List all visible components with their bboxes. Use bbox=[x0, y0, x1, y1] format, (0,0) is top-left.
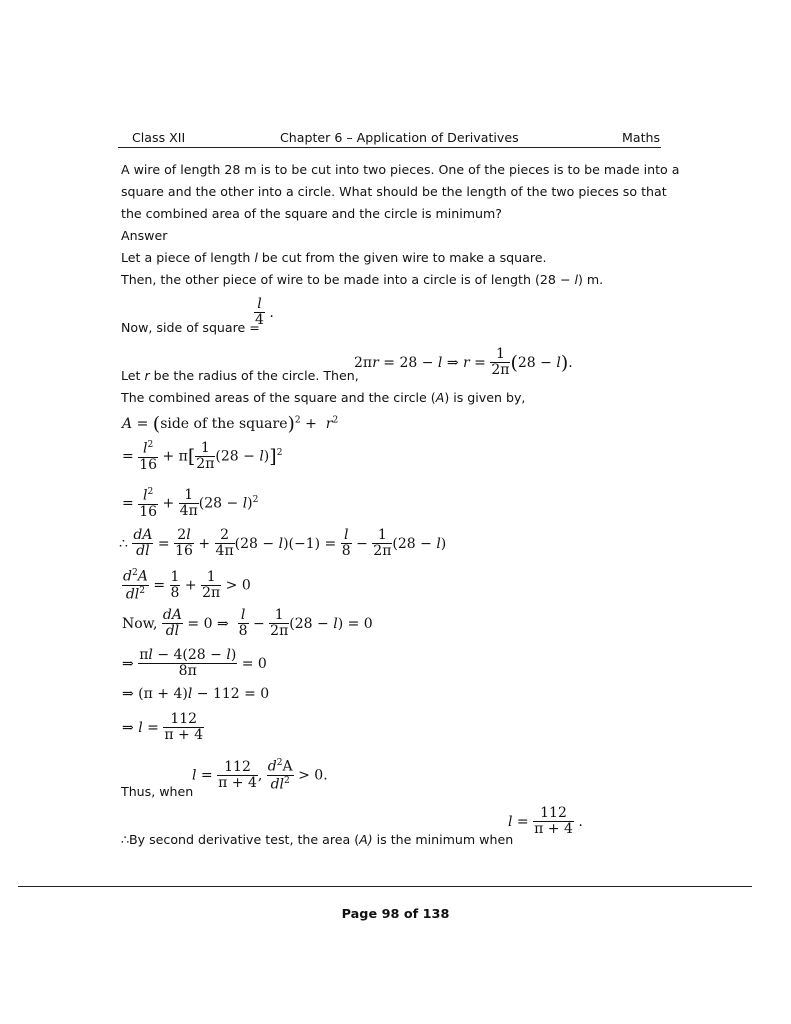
header-rule bbox=[118, 147, 661, 148]
radius-label: Let r be the radius of the circle. Then, bbox=[121, 368, 359, 383]
area-step-2: = $\frac{l^2}{16}$ + $\frac{1}{4\pi}$ $(28 - l)^2$ bbox=[122, 486, 259, 521]
second-derivative: $\frac{d^2A}{dl^2}$ = $\frac{1}{8}$ + $\frac{1}{2\pi}$ > 0 bbox=[123, 568, 251, 603]
thus-when-label: Thus, when bbox=[121, 784, 194, 799]
answer-heading: Answer bbox=[121, 228, 168, 243]
thus-condition-formula: l = $\frac{112}{\pi + 4}$ , $\frac{d^2A}{dl^2}$ > 0. bbox=[192, 758, 328, 793]
first-derivative: ∴ $\frac{dA}{dl}$ = $\frac{2l}{16}$ + $\frac{2}{4\pi}$ (28 − l)(−1) = $\frac{l}{8}$ − $\frac{1}{2\pi}$ (28 − l) bbox=[119, 527, 447, 560]
page-number: Page 98 of 138 bbox=[341, 907, 450, 922]
answer-line-2: Then, the other piece of wire to be made into a circle is of length (28 − l) m. bbox=[121, 272, 604, 287]
conclusion-formula: l = $\frac{112}{\pi + 4}$ . bbox=[508, 805, 583, 838]
area-expression: A = (side of the square)$^2$ + $r^2$ bbox=[122, 413, 339, 435]
critical-point-equation: Now, $\frac{dA}{dl}$ = 0 ⇒ $\frac{l}{8}$ − $\frac{1}{2\pi}$ (28 − l) = 0 bbox=[122, 607, 373, 640]
answer-line-1: Let a piece of length l be cut from the given wire to make a square. bbox=[121, 250, 547, 265]
solve-step-1: ⇒ $\frac{\pi l - 4(28 - l)}{8\pi}$ = 0 bbox=[122, 647, 267, 680]
header-class: Class XII bbox=[132, 130, 186, 145]
side-of-square-formula: $\frac{l}{4}$ . bbox=[255, 296, 274, 329]
side-of-square-label: Now, side of square = bbox=[121, 320, 260, 335]
header-subject: Maths bbox=[622, 130, 661, 145]
radius-formula: 2πr = 28 − l ⇒ r = $\frac{1}{2\pi}$ (28 − l). bbox=[354, 346, 573, 379]
conclusion-label: ∴By second derivative test, the area (A) is the minimum when bbox=[121, 832, 514, 847]
question-line-3: the combined area of the square and the circle is minimum? bbox=[121, 206, 502, 221]
question-line-1: A wire of length 28 m is to be cut into two pieces. One of the pieces is to be made into a bbox=[121, 162, 680, 177]
solve-step-2: ⇒ (π + 4)l − 112 = 0 bbox=[122, 686, 270, 702]
header-chapter: Chapter 6 – Application of Derivatives bbox=[280, 130, 519, 145]
question-line-2: square and the other into a circle. What should be the length of the two pieces so that bbox=[121, 184, 667, 199]
area-step-1: = $\frac{l^2}{16}$ + π[ $\frac{1}{2\pi}$ (28 − l)]$^2$ bbox=[122, 439, 283, 474]
footer-rule bbox=[18, 886, 752, 887]
combined-area-label: The combined areas of the square and the circle (A) is given by, bbox=[121, 390, 526, 405]
solve-step-3: ⇒ l = $\frac{112}{\pi + 4}$ bbox=[122, 711, 204, 744]
